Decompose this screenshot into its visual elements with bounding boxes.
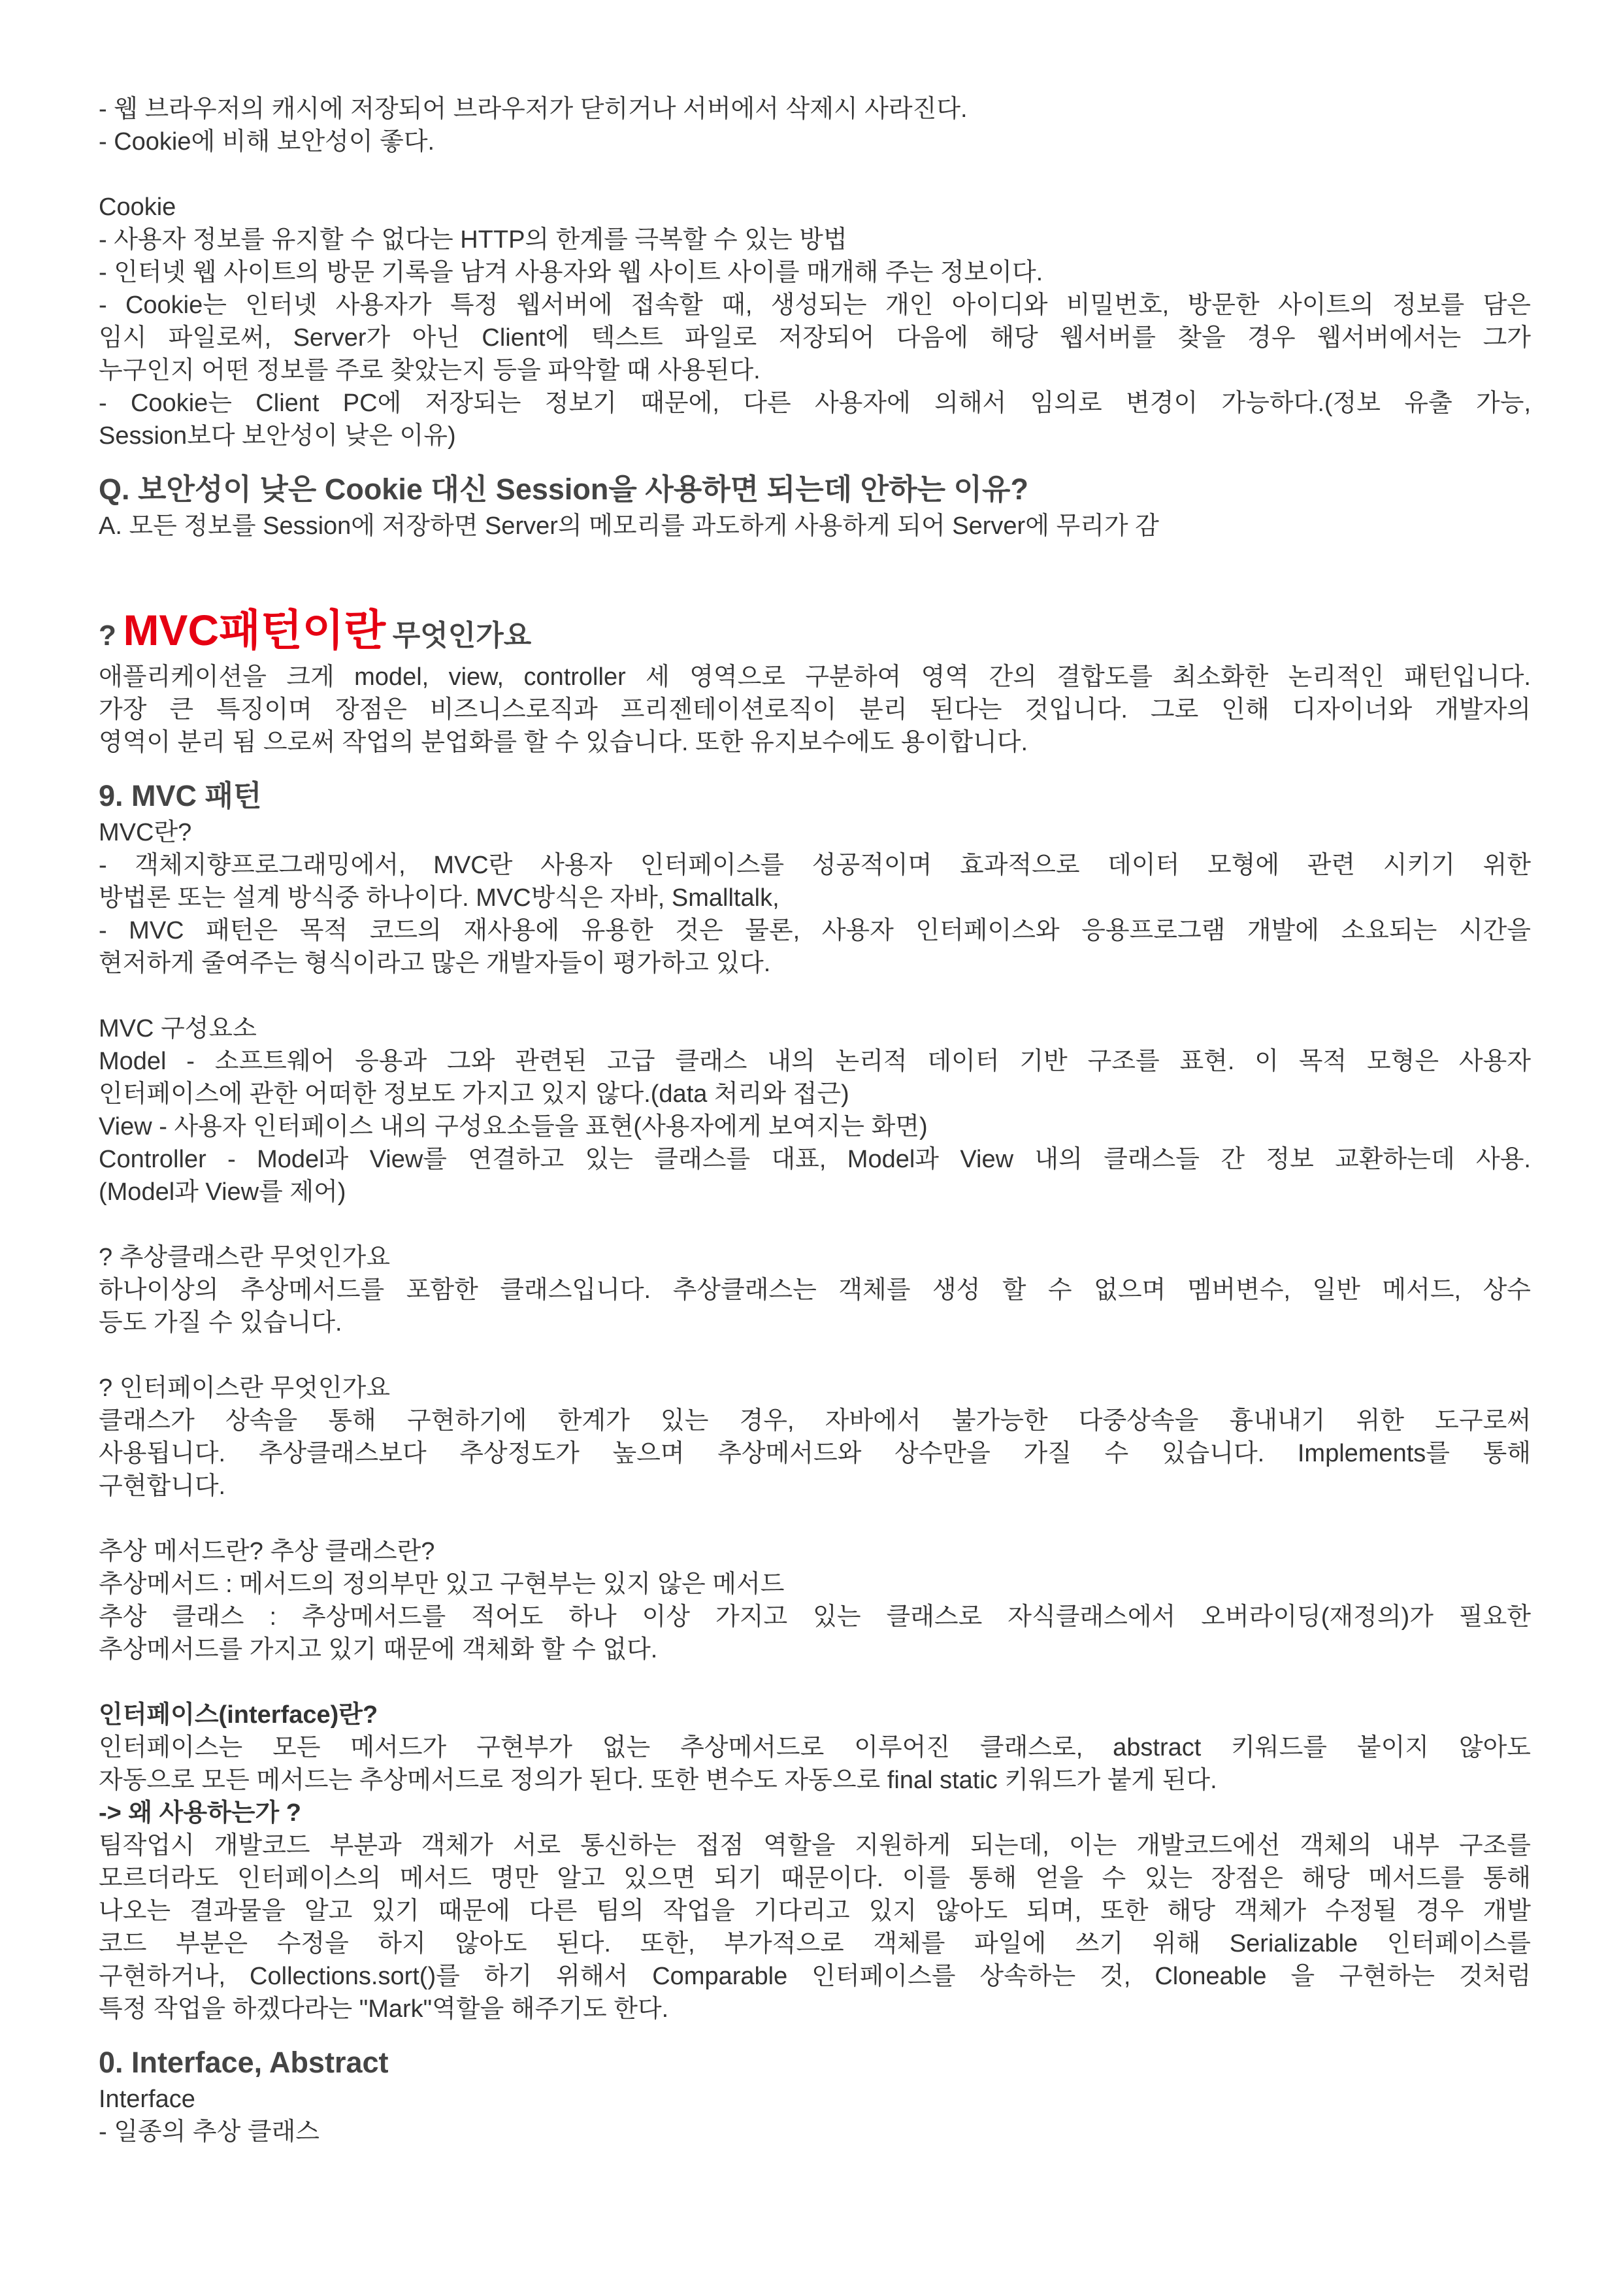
abstract-class-question: ? 추상클래스란 무엇인가요 bbox=[99, 1244, 391, 1271]
abstract-method-heading: 추상 메서드란? 추상 클래스란? bbox=[99, 1538, 435, 1565]
why-use-line-6: 특정 작업을 하겠다라는 "Mark"역할을 해주기도 한다. bbox=[99, 1995, 669, 2023]
abstract-class-line-2: 등도 가질 수 있습니다. bbox=[99, 1309, 342, 1337]
mvc-heading-rest: 무엇인가요 bbox=[392, 620, 532, 652]
why-use-heading: -> 왜 사용하는가 ? bbox=[99, 1799, 301, 1827]
why-use-line-2: 모르더라도 인터페이스의 메서드 명만 알고 있으면 되기 때문이다. 이를 통해 얻을 수 있는 장점은 해당 메서드를 통해 bbox=[99, 1865, 1531, 1892]
interface-subheading: Interface bbox=[99, 2086, 195, 2113]
mvc-model-line-1: Model - 소프트웨어 응용과 그와 관련된 고급 클래스 내의 논리적 데이터 기반 구조를 표현. 이 목적 모형은 사용자 bbox=[99, 1048, 1531, 1075]
why-use-line-4: 코드 부분은 수정을 하지 않아도 된다. 또한, 부가적으로 객체를 파일에 쓰기 위해 Serializable 인터페이스를 bbox=[99, 1930, 1531, 1957]
mvc-view-line: View - 사용자 인터페이스 내의 구성요소들을 표현(사용자에게 보여지는 화면) bbox=[99, 1113, 928, 1140]
interface-def-line-1: 인터페이스는 모든 메서드가 구현부가 없는 추상메서드로 이루어진 클래스로, abstract 키워드를 붙이지 않아도 bbox=[99, 1734, 1531, 1761]
why-use-line-1: 팀작업시 개발코드 부분과 객체가 서로 통신하는 접점 역할을 지원하게 되는데, 이는 개발코드에선 객체의 내부 구조를 bbox=[99, 1832, 1531, 1859]
mvc-answer-line-3: 영역이 분리 됨 으로써 작업의 분업화를 할 수 있습니다. 또한 유지보수에도 용이합니다. bbox=[99, 729, 1028, 756]
abstract-class-def-line-1: 추상 클래스 : 추상메서드를 적어도 하나 이상 가지고 있는 클래스로 자식클래스에서 오버라이딩(재정의)가 필요한 bbox=[99, 1603, 1531, 1631]
mvc-what-line-1: - 객체지향프로그래밍에서, MVC란 사용자 인터페이스를 성공적이며 효과적으로 데이터 모형에 관련 시키기 위한 bbox=[99, 852, 1531, 879]
why-use-line-3: 나오는 결과물을 알고 있기 때문에 다른 팀의 작업을 기다리고 있지 않아도 되며, 또한 해당 객체가 수정될 경우 개발 bbox=[99, 1897, 1531, 1925]
mvc-controller-line-1: Controller - Model과 View를 연결하고 있는 클래스를 대표, Model과 View 내의 클래스들 간 정보 교환하는데 사용. bbox=[99, 1146, 1531, 1173]
why-use-line-5: 구현하거나, Collections.sort()를 하기 위해서 Comparable 인터페이스를 상속하는 것, Cloneable 을 구현하는 것처럼 bbox=[99, 1963, 1531, 1990]
interface-line-2: 사용됩니다. 추상클래스보다 추상정도가 높으며 추상메서드와 상수만을 가질 수 있습니다. Implements를 통해 bbox=[99, 1440, 1531, 1467]
abstract-class-def-line-2: 추상메서드를 가지고 있기 때문에 객체화 할 수 없다. bbox=[99, 1636, 658, 1663]
cookie-line-1: - 사용자 정보를 유지할 수 없다는 HTTP의 한계를 극복할 수 있는 방법 bbox=[99, 226, 847, 254]
cookie-line-7: Session보다 보안성이 낮은 이유) bbox=[99, 422, 456, 450]
interface-bullet-1: - 일종의 추상 클래스 bbox=[99, 2118, 320, 2146]
mvc-components-heading: MVC 구성요소 bbox=[99, 1015, 257, 1042]
session-line-1: - 웹 브라우저의 캐시에 저장되어 브라우저가 닫히거나 서버에서 삭제시 사라진다. bbox=[99, 95, 968, 123]
cookie-line-6: - Cookie는 Client PC에 저장되는 정보기 때문에, 다른 사용자에 의해서 임의로 변경이 가능하다.(정보 유출 가능, bbox=[99, 390, 1531, 417]
mvc-question-heading bbox=[99, 607, 1531, 661]
cookie-heading: Cookie bbox=[99, 193, 176, 221]
mvc-answer-line-1: 애플리케이션을 크게 model, view, controller 세 영역으로 구분하여 영역 간의 결합도를 최소화한 논리적인 패턴입니다. bbox=[99, 663, 1531, 691]
cookie-line-3: - Cookie는 인터넷 사용자가 특정 웹서버에 접속할 때, 생성되는 개인 아이디와 비밀번호, 방문한 사이트의 정보를 담은 bbox=[99, 291, 1531, 319]
cookie-line-4: 임시 파일로써, Server가 아닌 Client에 텍스트 파일로 저장되어 다음에 해당 웹서버를 찾을 경우 웹서버에서는 그가 bbox=[99, 324, 1531, 352]
mvc-highlight-title: MVC패턴이란 bbox=[123, 606, 386, 654]
interface-abstract-heading: 0. Interface, Abstract bbox=[99, 2046, 389, 2079]
mvc-what-heading: MVC란? bbox=[99, 819, 192, 846]
mvc-section-heading: 9. MVC 패턴 bbox=[99, 779, 262, 812]
mvc-model-line-2: 인터페이스에 관한 어떠한 정보도 가지고 있지 않다.(data 처리와 접근) bbox=[99, 1080, 849, 1108]
question-mark: ? bbox=[99, 620, 116, 652]
mvc-what-line-2: 방법론 또는 설계 방식중 하나이다. MVC방식은 자바, Smalltalk, bbox=[99, 884, 779, 912]
answer-line: A. 모든 정보를 Session에 저장하면 Server의 메모리를 과도하게 사용하게 되어 Server에 무리가 감 bbox=[99, 512, 1159, 540]
abstract-method-line: 추상메서드 : 메서드의 정의부만 있고 구현부는 있지 않은 메서드 bbox=[99, 1571, 785, 1598]
document-body bbox=[99, 93, 1531, 2148]
mvc-controller-line-2: (Model과 View를 제어) bbox=[99, 1178, 346, 1206]
mvc-answer-line-2: 가장 큰 특징이며 장점은 비즈니스로직과 프리젠테이션로직이 분리 된다는 것입니다. 그로 인해 디자이너와 개발자의 bbox=[99, 696, 1531, 724]
question-heading: Q. 보안성이 낮은 Cookie 대신 Session을 사용하면 되는데 안하는 이유? bbox=[99, 473, 1028, 506]
interface-def-heading: 인터페이스(interface)란? bbox=[99, 1701, 378, 1729]
interface-question: ? 인터페이스란 무엇인가요 bbox=[99, 1374, 391, 1402]
session-line-2: - Cookie에 비해 보안성이 좋다. bbox=[99, 128, 435, 156]
cookie-line-2: - 인터넷 웹 사이트의 방문 기록을 남겨 사용자와 웹 사이트 사이를 매개해 주는 정보이다. bbox=[99, 259, 1043, 286]
mvc-what-line-4: 현저하게 줄여주는 형식이라고 많은 개발자들이 평가하고 있다. bbox=[99, 950, 771, 977]
abstract-class-line-1: 하나이상의 추상메서드를 포함한 클래스입니다. 추상클래스는 객체를 생성 할 수 없으며 멤버변수, 일반 메서드, 상수 bbox=[99, 1276, 1531, 1304]
mvc-what-line-3: - MVC 패턴은 목적 코드의 재사용에 유용한 것은 물론, 사용자 인터페이스와 응용프로그램 개발에 소요되는 시간을 bbox=[99, 917, 1531, 944]
interface-def-line-2: 자동으로 모든 메서드는 추상메서드로 정의가 된다. 또한 변수도 자동으로 final static 키워드가 붙게 된다. bbox=[99, 1767, 1217, 1794]
interface-line-3: 구현합니다. bbox=[99, 1472, 226, 1500]
cookie-line-5: 누구인지 어떤 정보를 주로 찾았는지 등을 파악할 때 사용된다. bbox=[99, 357, 761, 384]
interface-line-1: 클래스가 상속을 통해 구현하기에 한계가 있는 경우, 자바에서 불가능한 다중상속을 흉내내기 위한 도구로써 bbox=[99, 1407, 1531, 1435]
